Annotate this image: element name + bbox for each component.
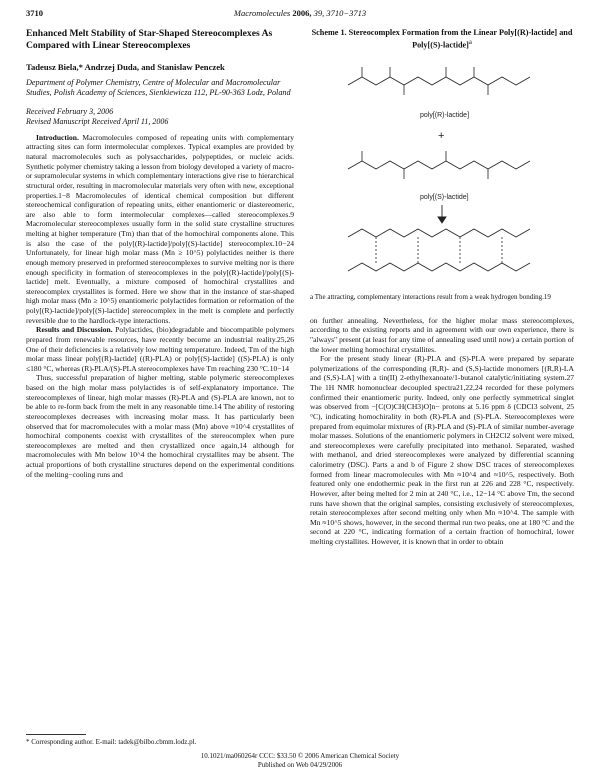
- page-number: 3710: [26, 8, 43, 18]
- doi-line: 10.1021/ma060264r CCC: $33.50 © 2006 American Chemical Society: [200, 752, 400, 760]
- section-heading: Results and Discussion.: [36, 325, 113, 335]
- section-heading: Introduction.: [36, 132, 79, 142]
- scheme-title: Stereocomplex Formation from the Linear Poly[(R)-lactide] and Poly[(S)-lactide]: [346, 28, 573, 50]
- author-list: Tadeusz Biela,* Andrzej Duda, and Stanislaw Penczek: [26, 62, 225, 72]
- scheme-caption-note-marker: a: [468, 39, 472, 46]
- paragraph: [310, 354, 574, 547]
- dates: [26, 107, 294, 127]
- paragraph-text: For the present study linear (R)-PLA and (S)-PLA were prepared by separate polymerizations of the corresponding (R,R)- and (S,S)-lactide monomers [(R,R)-LA and (S,S)-LA] with a tin(II) 2-ethylhexanoate/1-butanol catalytic/initiating system.27 The 1H NMR homonuclear decoupled spectra21,22,24 recorded for these polymers confirmed their enantiomeric purity. Indeed, only one perfectly symmetrical singlet was observed from −[C(O)CH(CH3)O]n− protons at 5.16 ppm δ (CDCl3 solvent, 25 °C), indicating homochirality in both (R)-PLA and (S)-PLA. Stereocomplexes were prepared from equimolar mixtures of (R)-PLA and (S)-PLA of similar number-average molar masses. Solutions of the enantiomeric polymers in CH2Cl2 solvent were mixed, and stereocomplexes were carefully precipitated into methanol. Separated, washed with methanol, and dried stereocomplexes were analyzed by differential scanning calorimetry (DSC). Parts a and b of Figure 2 show DSC traces of stereocomplexes formed from linear macromolecules with Mn ≈10^4 and ≈10^5, respectively. Both featured only one endothermic peak in the first run at 226 and 228 °C, respectively. However, after being melted for 2 min at 240 °C, i.e., 12−14 °C above Tm, the second runs have shown that the original samples, consisting exclusively of stereocomplexes, retain stereocomplexes after second melting only when Mn ≈10^4. The sample with Mn ≈10^5 shows, however, in the second thermal run two peaks, one at 180 °C and the second at 220 °C, indicating formation of a certain fraction of homochiral, lower melting crystallites. However, it is known that in order to obtain: [310, 354, 574, 547]
- correspondence-footnote: * Corresponding author. E-mail: tadek@bilbo.cbmm.lodz.pl.: [26, 738, 197, 746]
- left-column: [26, 28, 294, 479]
- stereocomplex-structure: [348, 229, 530, 271]
- journal-volume: 39,: [313, 8, 325, 18]
- scheme-diagram: [310, 57, 574, 289]
- label-poly-r-lactide: poly[(R)-lactide]: [420, 111, 470, 119]
- affiliation: Department of Polymer Chemistry, Centre of Molecular and Macromolecular Studies, Polish Academy of Sciences, Sienkiewicza 112, PL-90-363 Lodz, Poland: [26, 78, 291, 98]
- published-line: Published on Web 04/29/2006: [257, 761, 343, 769]
- plus-sign: +: [438, 129, 445, 142]
- paragraph-text: Macromolecules composed of repeating units with complementary attracting sites can form intermolecular complexes. Typical examples are provided by natural macromolecules such as polysaccharides, polypeptides, or nucleic acids. Synthetic polymer chemistry taking a lesson from biology developed a variety of macro- or supramolecular systems in which complementary interactions give rise to hierarchical structural order, resulting in macromolecular materials very often with new, exceptional properties.1−8 Macromolecules of identical chemical composition but different stereochemical configuration of repeating units, either enantiomeric or diastereomeric, are also able to form intermolecular complexes—called stereocomplexes.9 Macromolecular stereocomplexes usually form in the solid state crystalline structures melting at higher temperature (Tm) than that of the homochiral components alone. This is also the case of the poly[(R)-lactide]/poly[(S)-lactide] stereocomplex.10−24 Unfortunately, for linear high molar mass (Mn ≥ 10^5) polylactides neither is there enough memory preserved in preformed stereocomplexes to survive melting nor is there enough specificity in formation of stereocomplexes in the poly[(R)-lactide]/poly[(S)-lactide] melt. Eventually, a mixture composed of homochiral crystallites and stereocomplex crystallites is formed. Here we show that in the instance of star-shaped high molar mass (Mn ≥ 10^5) enantiomeric polylactides formation or reformation of the poly[(R)-lactide]/poly[(S)-lactide] stereocomplex in the melt is complete and perfectly reversible due to the hardlock-type interactions.: [26, 132, 294, 325]
- paragraph: [26, 133, 294, 326]
- right-column: [310, 28, 574, 547]
- footnote-rule: [26, 734, 86, 735]
- paragraph-text: Polylactides, (bio)degradable and biocompatible polymers prepared from renewable resources, have recently become an industrial reality.25,26 One of their deficiencies is a relatively low melting temperature. Indeed, Tm of the high molar mass linear poly[(R)-lactide] ((R)-PLA) or poly[(S)-lactide] ((S)-PLA) is only ≤180 °C, whereas (R)-PLA/(S)-PLA stereocomplexes have Tm reaching 230 °C.10−14: [26, 325, 295, 373]
- scheme-footnote: a The attracting, complementary interactions result from a weak hydrogen bonding.19: [310, 292, 551, 301]
- journal-pages: 3710−3713: [326, 8, 367, 18]
- journal-citation: [26, 8, 574, 18]
- running-header: [26, 8, 574, 20]
- chain-s-structure: [348, 151, 530, 179]
- article-title: Enhanced Melt Stability of Star-Shaped Stereocomplexes As Compared with Linear Stereocomplexes: [26, 28, 273, 51]
- chain-r-structure: [348, 67, 530, 95]
- journal-name: Macromolecules: [233, 8, 291, 18]
- paragraph: [310, 316, 574, 355]
- arrow-down: [438, 205, 446, 223]
- label-poly-s-lactide: poly[(S)-lactide]: [420, 193, 469, 201]
- scheme-label: Scheme 1.: [311, 28, 347, 37]
- journal-year: 2006,: [292, 8, 312, 18]
- paragraph: [26, 325, 294, 373]
- right-body: [310, 316, 574, 547]
- paragraph: [26, 373, 294, 479]
- page-footer: [0, 752, 600, 770]
- left-body: [26, 133, 294, 480]
- received-date: Received February 3, 2006: [26, 106, 114, 116]
- paragraph-text: on further annealing. Nevertheless, for the higher molar mass stereocomplexes, according to the existing reports and in agreement with our own experience, there is "always" present (at least for any time of annealing used until now) a certain portion of the lower melting homochiral crystallites.: [310, 315, 574, 354]
- revised-date: Revised Manuscript Received April 11, 2006: [26, 116, 169, 126]
- scheme-caption: [310, 28, 574, 51]
- paragraph-text: Thus, successful preparation of higher melting, stable polymeric stereocomplexes based on the high molar mass polylactides is of self-explanatory importance. The stereocomplexes of linear, high molar masses (R)-PLA and (S)-PLA are known, not to be able to re-form back from the melt in any reasonable time.14 The ability of restoring stereocomplexes decreases with increasing molar mass. It has particularly been observed that for macromolecules with a molar mass (Mn) above ≈10^4 crystallites of homochiral components coexist with crystallites of the stereocomplex when pure stereocomplexes are melted and then crystallized once again,14 although for macromolecules with Mn below 10^4 the homochiral crystallites may be absent. The actual proportions of both crystalline structures depend on the experimental conditions of the melting−cooling runs and: [26, 373, 294, 479]
